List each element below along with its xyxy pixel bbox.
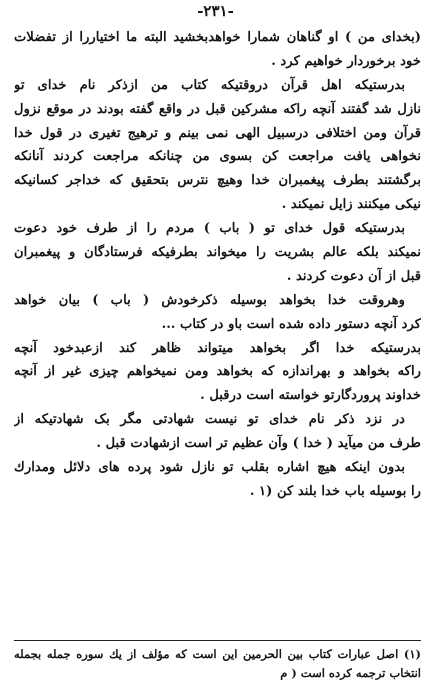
text-line: (بخدای من ) او گناهان شمارا خواهدبخشید البته ما اختیاررا از تفضلات xyxy=(14,30,421,45)
text-line: خداوند پروردگارتو خواسته است درقبل . xyxy=(200,388,421,404)
text-line: در نزد ذکر نام خدای تو نیست شهادتی مگر بک شهادتیکه از xyxy=(14,412,405,428)
text-line: برگشتند بطرف پیغمبران خدا وهیچ نترس بتحقیق که خداجر کسانیکه xyxy=(14,173,421,189)
text-line: نمیکند بلکه عالم بشریت را میخواند بطرفیکه فرستادگان و پیغمبران xyxy=(14,245,421,261)
text-line: خود برخوردار خواهیم کرد . xyxy=(271,53,421,69)
text-line: راکه بخواهد و بهراندازه که بخواهد ومن نمیخواهم چیزی غیر از آنچه xyxy=(14,364,421,380)
text-line: نخواهی یافت مراجعت کن بسوی من چنانکه مراجعت کردند آنانکه xyxy=(14,149,421,165)
text-line: قرآن ومن اختلافی درسبیل الهی نمی بینم و ترهیج تغیری در قول خدا xyxy=(14,125,421,141)
text-line: وهروقت خدا بخواهد بوسیله ذکرخودش ( باب ) بیان خواهد xyxy=(14,292,405,308)
footnote xyxy=(14,645,421,683)
text-line: نازل شد گفتند آنچه راکه مشرکین قبل در واقع گفته بودند در موقع نزول xyxy=(14,101,421,117)
text-line: بدون اینکه هیچ اشاره بقلب تو نازل شود پرده های دلائل ومدارك xyxy=(14,460,405,476)
page-number: -۲۳۱- xyxy=(197,2,234,20)
text-line: بدرستیکه خدا اگر بخواهد میتواند ظاهر کند ازعبدخود آنچه xyxy=(14,340,421,356)
footnote-line: (۱) اصل عبارات کتاب بین الحرمین این است که مؤلف از یك سوره جمله بجمله xyxy=(14,647,421,661)
text-line: طرف من میآید ( خدا ) وآن عظیم تر است ازشهادت قبل . xyxy=(96,436,421,452)
text-line: نیکی میکنند زایل نمیکند . xyxy=(281,197,421,213)
text-line: کرد آنچه دستور داده شده است باو در کتاب ... xyxy=(161,316,421,332)
footnote-line: انتخاب ترجمه کرده است ( م xyxy=(280,666,421,680)
body-text xyxy=(14,26,421,504)
footnote-divider xyxy=(14,640,421,641)
text-line: بدرستیکه قول خدای تو ( باب ) مردم را از طرف خود دعوت xyxy=(14,221,405,237)
text-line: بدرستیکه اهل قرآن دروقتیکه کتاب من ازذکر نام خدای تو xyxy=(14,77,405,93)
text-line: قبل از آن دعوت کردند . xyxy=(286,268,421,284)
text-line: را بوسیله باب خدا بلند کن (۱ . xyxy=(249,483,421,499)
